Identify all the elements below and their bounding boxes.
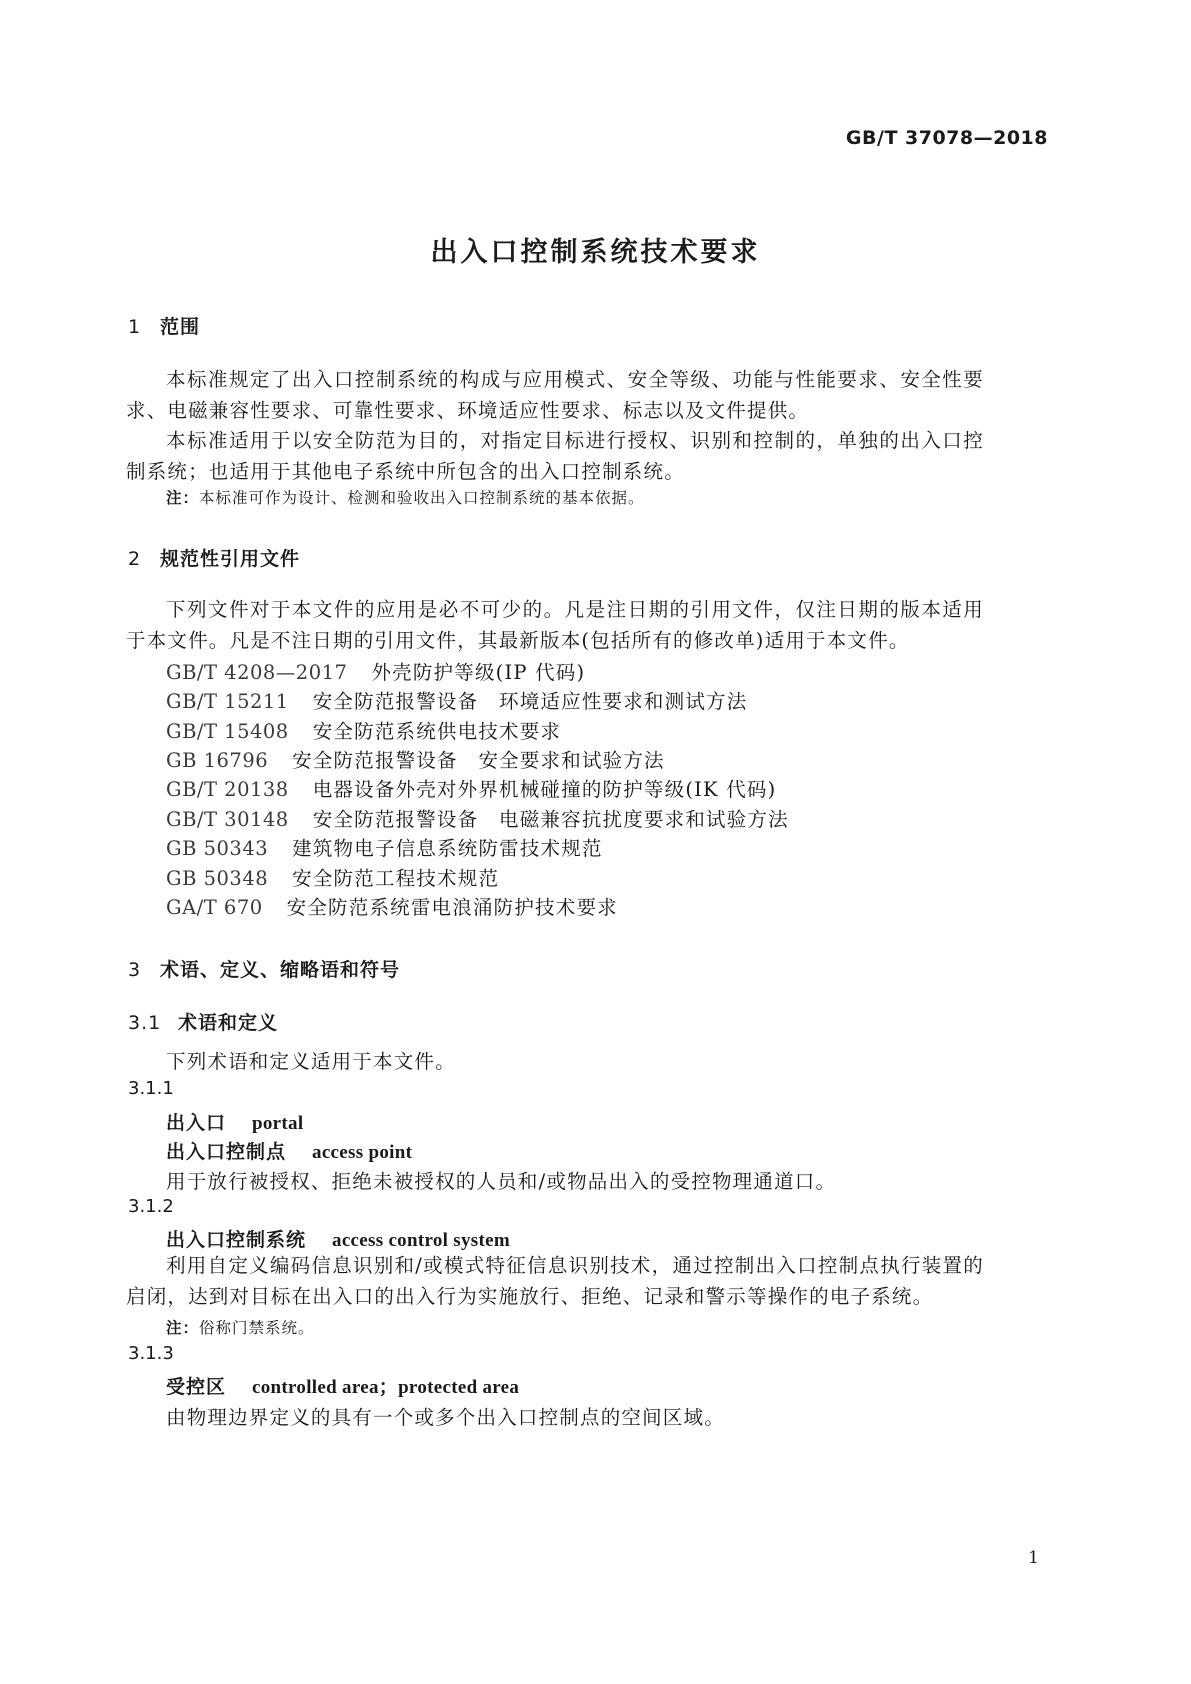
note-text: 俗称门禁系统。 [199, 1319, 315, 1337]
term-number: 3.1.2 [128, 1196, 174, 1217]
term-name [166, 1137, 412, 1164]
reference-item [166, 657, 585, 685]
reference-title: 安全防范报警设备 环境适应性要求和测试方法 [312, 690, 748, 713]
reference-code: GB/T 20138 [166, 778, 289, 801]
section-1-paragraph-2: 本标准适用于以安全防范为目的，对指定目标进行授权、识别和控制的，单独的出入口控制系统；也适用于其他电子系统中所包含的出入口控制系统。 [126, 429, 984, 483]
section-title: 规范性引用文件 [160, 548, 301, 570]
reference-code: GB 16796 [166, 749, 269, 772]
subsection-number: 3.1 [128, 1012, 162, 1034]
note-label: 注： [166, 1319, 200, 1337]
term-en: access point [312, 1142, 413, 1163]
reference-code: GB/T 30148 [166, 808, 289, 831]
section-1-paragraph-1: 本标准规定了出入口控制系统的构成与应用模式、安全等级、功能与性能要求、安全性要求、电磁兼容性要求、可靠性要求、环境适应性要求、标志以及文件提供。 [126, 368, 984, 422]
reference-item [166, 774, 776, 802]
reference-item [166, 833, 603, 861]
reference-code: GB 50348 [166, 867, 269, 890]
term-number: 3.1.1 [128, 1078, 174, 1099]
reference-code: GB/T 15211 [166, 690, 289, 713]
reference-title: 安全防范工程技术规范 [292, 867, 500, 890]
document-title: 出入口控制系统技术要求 [430, 237, 761, 268]
section-title: 范围 [160, 316, 201, 338]
term-en: access control system [332, 1230, 510, 1251]
term-zh: 出入口 [166, 1112, 227, 1134]
term-definition: 用于放行被授权、拒绝未被授权的人员和/或物品出入的受控物理通道口。 [166, 1170, 837, 1193]
section-1-heading [128, 312, 200, 339]
reference-code: GA/T 670 [166, 896, 263, 919]
reference-code: GB 50343 [166, 837, 269, 860]
reference-title: 安全防范报警设备 安全要求和试验方法 [292, 749, 665, 772]
section-3-heading [128, 955, 400, 982]
reference-title: 外壳防护等级(IP 代码) [371, 661, 586, 684]
reference-item [166, 686, 747, 714]
subsection-intro: 下列术语和定义适用于本文件。 [166, 1050, 456, 1073]
term-name [166, 1225, 510, 1252]
section-2-heading [128, 544, 300, 571]
reference-item [166, 863, 499, 891]
section-number: 3 [128, 959, 142, 981]
page-number: 1 [1028, 1548, 1039, 1568]
subsection-title: 术语和定义 [178, 1012, 279, 1034]
term-definition: 利用自定义编码信息识别和/或模式特征信息识别技术，通过控制出入口控制点执行装置的启闭，达到对目标在出入口的出入行为实施放行、拒绝、记录和警示等操作的电子系统。 [126, 1254, 984, 1308]
reference-item [166, 892, 618, 920]
term-en: controlled area；protected area [252, 1377, 520, 1398]
term-zh: 出入口控制点 [166, 1141, 287, 1163]
subsection-3-1-heading [128, 1008, 278, 1035]
section-1-note [166, 486, 645, 508]
reference-item [166, 804, 789, 832]
reference-item [166, 716, 561, 744]
term-en: portal [252, 1113, 304, 1134]
reference-title: 建筑物电子信息系统防雷技术规范 [292, 837, 603, 860]
reference-item [166, 745, 665, 773]
note-label: 注： [166, 489, 200, 507]
reference-code: GB/T 15408 [166, 720, 289, 743]
term-number: 3.1.3 [128, 1343, 174, 1364]
reference-title: 安全防范系统供电技术要求 [312, 720, 562, 743]
section-number: 2 [128, 548, 142, 570]
term-zh: 受控区 [166, 1376, 227, 1398]
term-definition: 由物理边界定义的具有一个或多个出入口控制点的空间区域。 [166, 1406, 725, 1429]
section-2-paragraph-1: 下列文件对于本文件的应用是必不可少的。凡是注日期的引用文件，仅注日期的版本适用于本文件。凡是不注日期的引用文件，其最新版本(包括所有的修改单)适用于本文件。 [126, 598, 984, 652]
reference-title: 安全防范系统雷电浪涌防护技术要求 [286, 896, 618, 919]
note-text: 本标准可作为设计、检测和验收出入口控制系统的基本依据。 [199, 489, 645, 507]
term-name [166, 1372, 519, 1399]
term-name [166, 1108, 303, 1135]
section-title: 术语、定义、缩略语和符号 [160, 959, 401, 981]
section-number: 1 [128, 316, 142, 338]
reference-code: GB/T 4208—2017 [166, 661, 348, 684]
term-note [166, 1316, 315, 1338]
reference-title: 安全防范报警设备 电磁兼容抗扰度要求和试验方法 [312, 808, 789, 831]
reference-title: 电器设备外壳对外界机械碰撞的防护等级(IK 代码) [312, 778, 777, 801]
term-zh: 出入口控制系统 [166, 1229, 307, 1251]
standard-code: GB/T 37078—2018 [845, 127, 1048, 149]
